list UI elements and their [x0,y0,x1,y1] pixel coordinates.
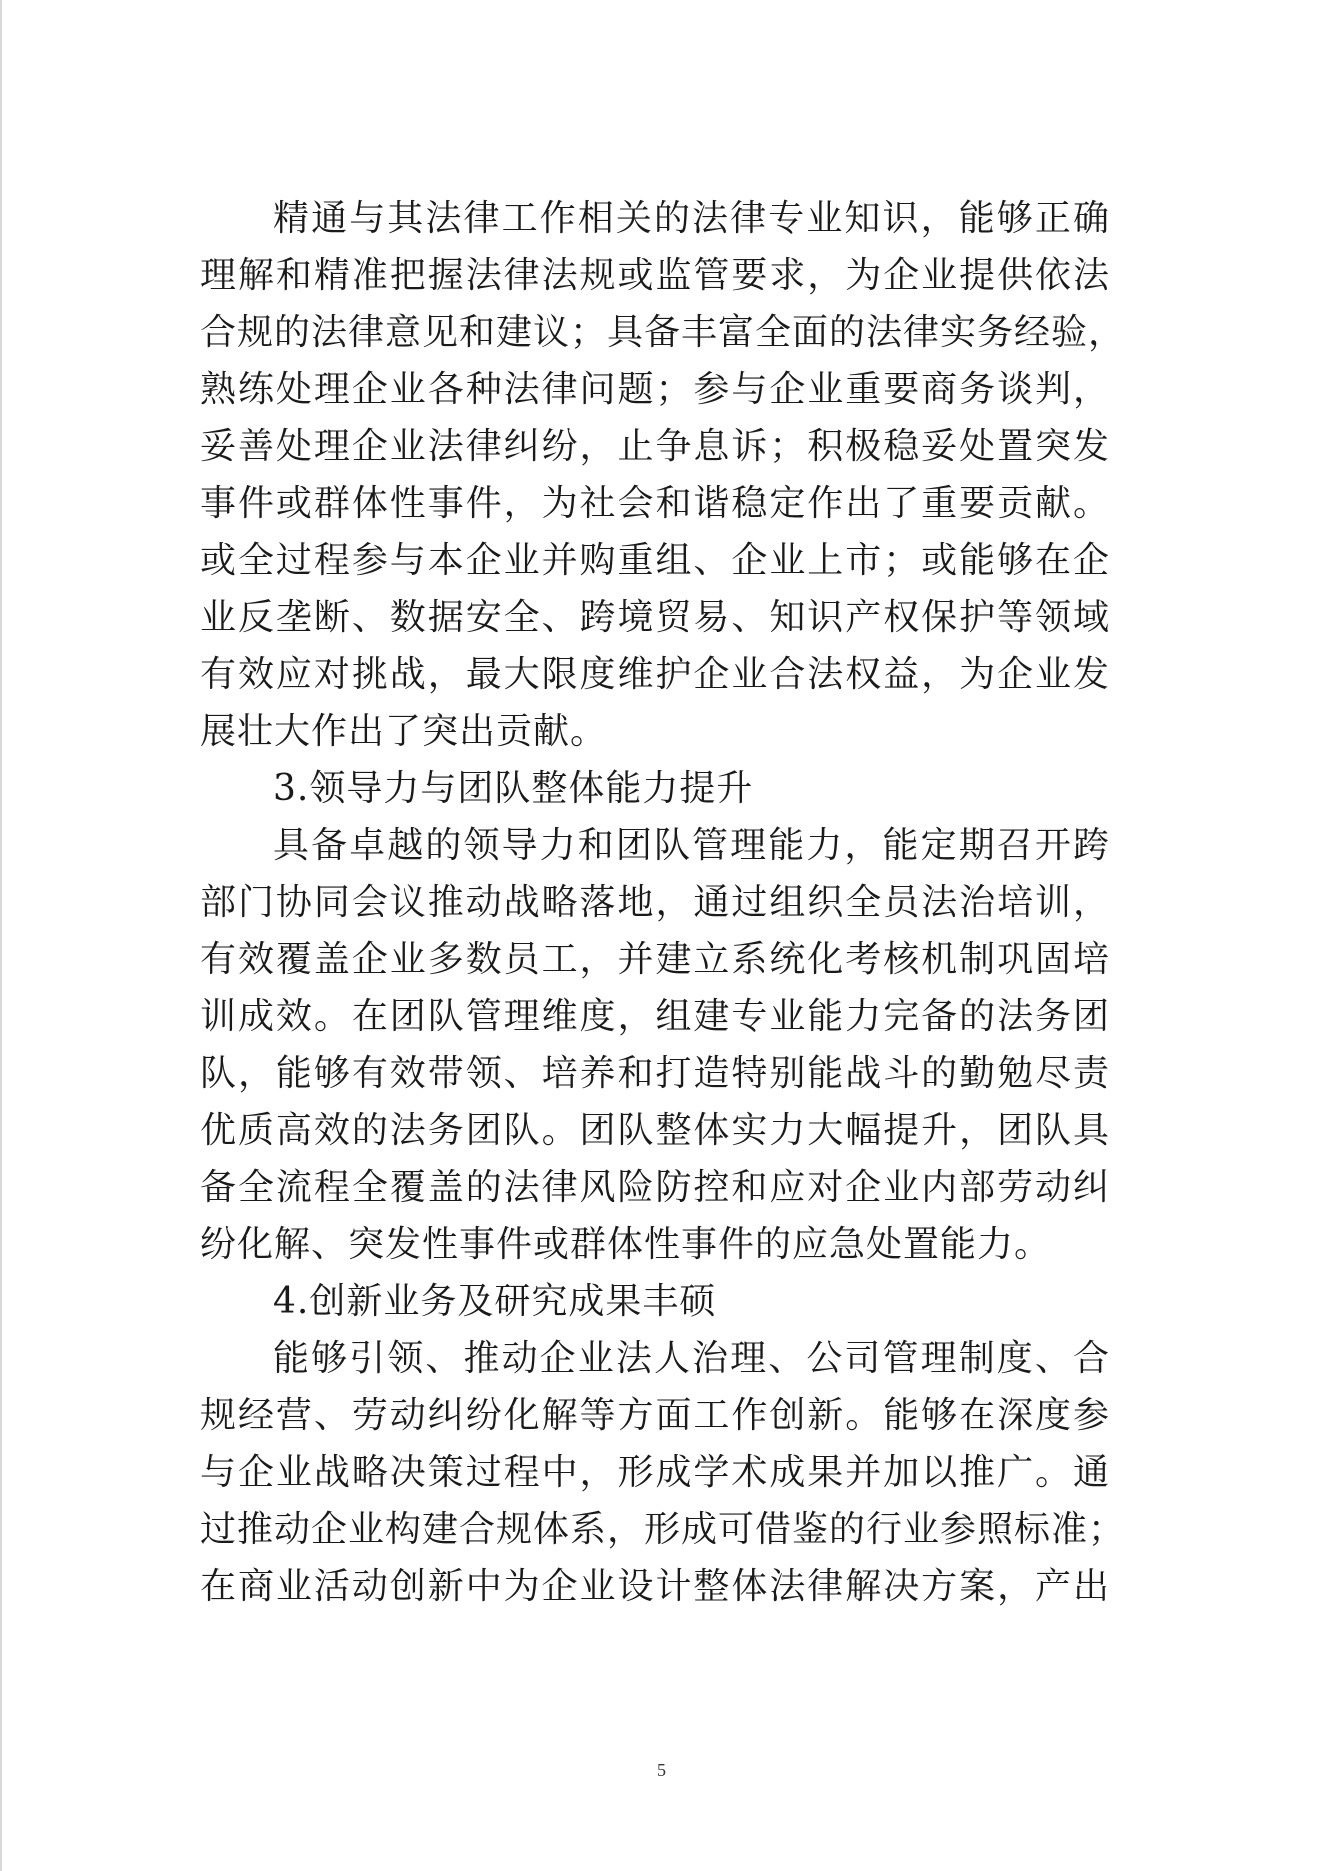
scan-edge [0,0,2,1871]
paragraph-line: 理解和精准把握法律法规或监管要求，为企业提供依法 [200,255,1110,296]
paragraph-line: 与企业战略决策过程中，形成学术成果并加以推广。通 [200,1452,1110,1493]
paragraph-line: 具备卓越的领导力和团队管理能力，能定期召开跨 [273,825,1110,866]
section-heading: 4.创新业务及研究成果丰硕 [273,1281,717,1322]
paragraph-line: 部门协同会议推动战略落地，通过组织全员法治培训， [200,882,1110,923]
paragraph-line: 事件或群体性事件，为社会和谐稳定作出了重要贡献。 [200,483,1110,524]
paragraph-line: 展壮大作出了突出贡献。 [200,711,608,752]
document-body [200,190,1126,1615]
paragraph-line: 优质高效的法务团队。团队整体实力大幅提升，团队具 [200,1110,1110,1151]
paragraph-line: 妥善处理企业法律纠纷，止争息诉；积极稳妥处置突发 [200,426,1110,467]
paragraph-line: 纷化解、突发性事件或群体性事件的应急处置能力。 [200,1224,1052,1265]
paragraph-line: 在商业活动创新中为企业设计整体法律解决方案，产出 [200,1566,1110,1607]
paragraph-line: 有效覆盖企业多数员工，并建立系统化考核机制巩固培 [200,939,1110,980]
paragraph-line: 训成效。在团队管理维度，组建专业能力完备的法务团 [200,996,1110,1037]
paragraph-line: 精通与其法律工作相关的法律专业知识，能够正确 [273,198,1110,239]
paragraph-line: 备全流程全覆盖的法律风险防控和应对企业内部劳动纠 [200,1167,1110,1208]
paragraph-line: 业反垄断、数据安全、跨境贸易、知识产权保护等领域 [200,597,1110,638]
paragraph-line: 或全过程参与本企业并购重组、企业上市；或能够在企 [200,540,1110,581]
section-heading: 3.领导力与团队整体能力提升 [273,768,754,809]
paragraph-line: 能够引领、推动企业法人治理、公司管理制度、合 [273,1338,1110,1379]
paragraph-line: 规经营、劳动纠纷化解等方面工作创新。能够在深度参 [200,1395,1110,1436]
page-number: 5 [657,1760,666,1780]
paragraph-line: 合规的法律意见和建议；具备丰富全面的法律实务经验， [200,312,1126,353]
paragraph-line: 队，能够有效带领、培养和打造特别能战斗的勤勉尽责 [200,1053,1110,1094]
paragraph-line: 有效应对挑战，最大限度维护企业合法权益，为企业发 [200,654,1110,695]
paragraph-line: 过推动企业构建合规体系，形成可借鉴的行业参照标准； [200,1509,1126,1550]
paragraph-line: 熟练处理企业各种法律问题；参与企业重要商务谈判， [200,369,1110,410]
